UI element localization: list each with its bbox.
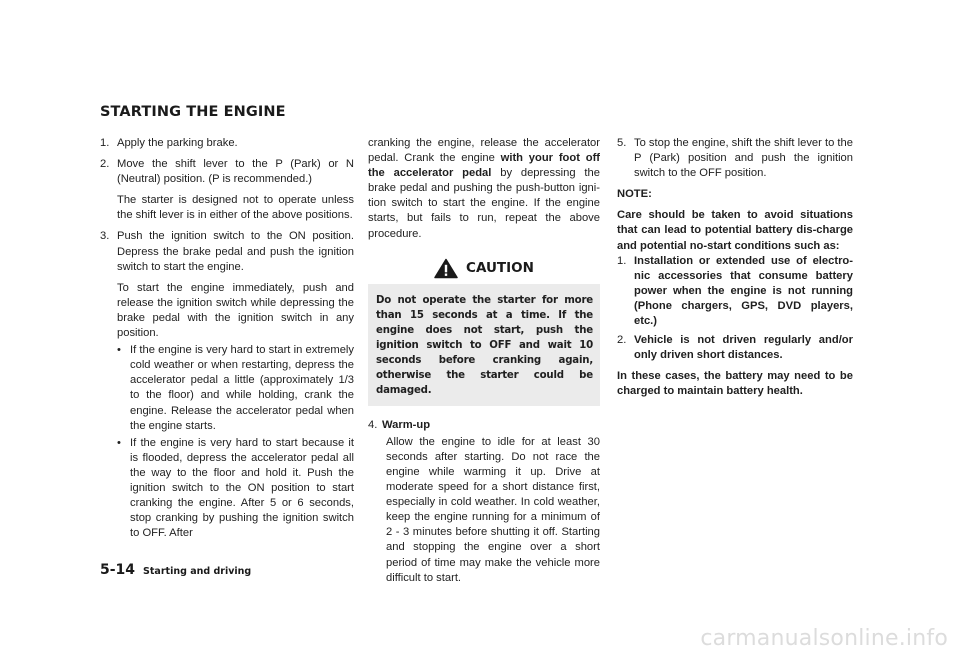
bold-text-run: with your foot off the accelerator pedal — [368, 152, 601, 180]
note-number: 2. — [617, 334, 627, 347]
column-1 — [100, 136, 354, 547]
list-item — [117, 436, 354, 542]
text-run: cranking the engine, release the accelerator pedal. Crank the engine — [368, 137, 600, 165]
note-label: NOTE: — [617, 188, 652, 201]
column-3 — [617, 136, 853, 400]
step-3 — [100, 229, 354, 541]
note-number: 1. — [617, 254, 627, 267]
caution-label: CAUTION — [466, 260, 534, 277]
step-text: Apply the parking brake. — [117, 137, 238, 149]
note-item-text: Vehicle is not driven regularly and/or only driven short distances. — [634, 334, 853, 362]
step-5 — [617, 136, 853, 181]
note-item-text: Installation or extended use of electro-nic accessories that consume battery power when the engine is not running (Phone chargers, GPS, DVD players, etc.) — [634, 254, 853, 328]
text-run: by depressing the brake pedal and pushing the push-button igni-tion switch to start the engine. If the engine starts, but fails to run, repeat the above procedure. — [368, 167, 600, 240]
step-number: 3. — [100, 230, 110, 243]
caution-block — [368, 254, 600, 406]
step-note: The starter is designed not to operate unless the shift lever is in either of the above positions. — [117, 194, 354, 222]
watermark: carmanualsonline.info — [700, 626, 948, 651]
list-item — [117, 343, 354, 434]
step-text: To stop the engine, shift the shift lever to the P (Park) position and push the ignition switch to the OFF position. — [634, 137, 853, 180]
step-number: 2. — [100, 158, 110, 171]
bullet-icon: • — [117, 344, 121, 357]
page-footer — [100, 562, 251, 578]
bullet-text: If the engine is very hard to start in extremely cold weather or when restarting, depress the accelerator pedal a little (approximately 1/3 to the floor) and while holding, crank the engine. Release the accelerator pedal when the engine starts. — [130, 344, 354, 432]
step-number: 4. — [368, 418, 378, 431]
column-2 — [368, 136, 600, 586]
step-4-heading — [368, 418, 600, 433]
step-text: Push the ignition switch to the ON position. Depress the brake pedal and push the ignition switch to start the engine. — [117, 230, 354, 273]
step-paragraph: To start the engine immediately, push and release the ignition switch while depressing the brake pedal with the ignition switch in any position. — [117, 281, 354, 340]
page-title: STARTING THE ENGINE — [100, 104, 286, 120]
step-number: 5. — [617, 137, 627, 149]
step-text: Allow the engine to idle for at least 30 seconds after starting. Do not race the engine while warming it up. Drive at moderate speed for a short distance first, especially in cold weather. In cold weather, keep the engine running for a minimum of 2 - 3 minutes before shutting it off. Starting and stopping the engine over a short period of time may make the vehicle more difficult to start. — [386, 435, 600, 584]
section-name: Starting and driving — [143, 566, 252, 577]
warning-triangle-icon — [434, 258, 458, 279]
step-2 — [100, 157, 354, 223]
continued-paragraph — [368, 136, 600, 242]
page-number: 5-14 — [100, 562, 136, 578]
step-number: 1. — [100, 137, 110, 149]
caution-text: Do not operate the starter for more than 15 seconds at a time. If the engine does not start, push the ignition switch to OFF and wait 10 seconds before cranking again, otherwise the starter could be damaged. — [368, 284, 600, 406]
bullet-icon: • — [117, 436, 121, 449]
step-title: Warm-up — [382, 418, 431, 431]
step-1 — [100, 136, 354, 151]
caution-header — [368, 254, 600, 284]
note-item-1 — [617, 254, 853, 329]
closing-text: In these cases, the battery may need to be charged to maintain battery health. — [617, 370, 853, 398]
step-text: Move the shift lever to the P (Park) or N (Neutral) position. (P is recommended.) — [117, 158, 354, 186]
note-text: Care should be taken to avoid situations that can lead to potential battery dis-charge and potential no-start conditions such as: — [617, 209, 853, 252]
note-item-2 — [617, 333, 853, 363]
step-4 — [368, 418, 600, 586]
bullet-text: If the engine is very hard to start because it is flooded, depress the accelerator pedal all the way to the floor and hold it. Push the ignition switch to the ON position to start cranking the engine. After 5 or 6 seconds, stop cranking by pushing the ignition switch to OFF. After — [130, 436, 354, 540]
